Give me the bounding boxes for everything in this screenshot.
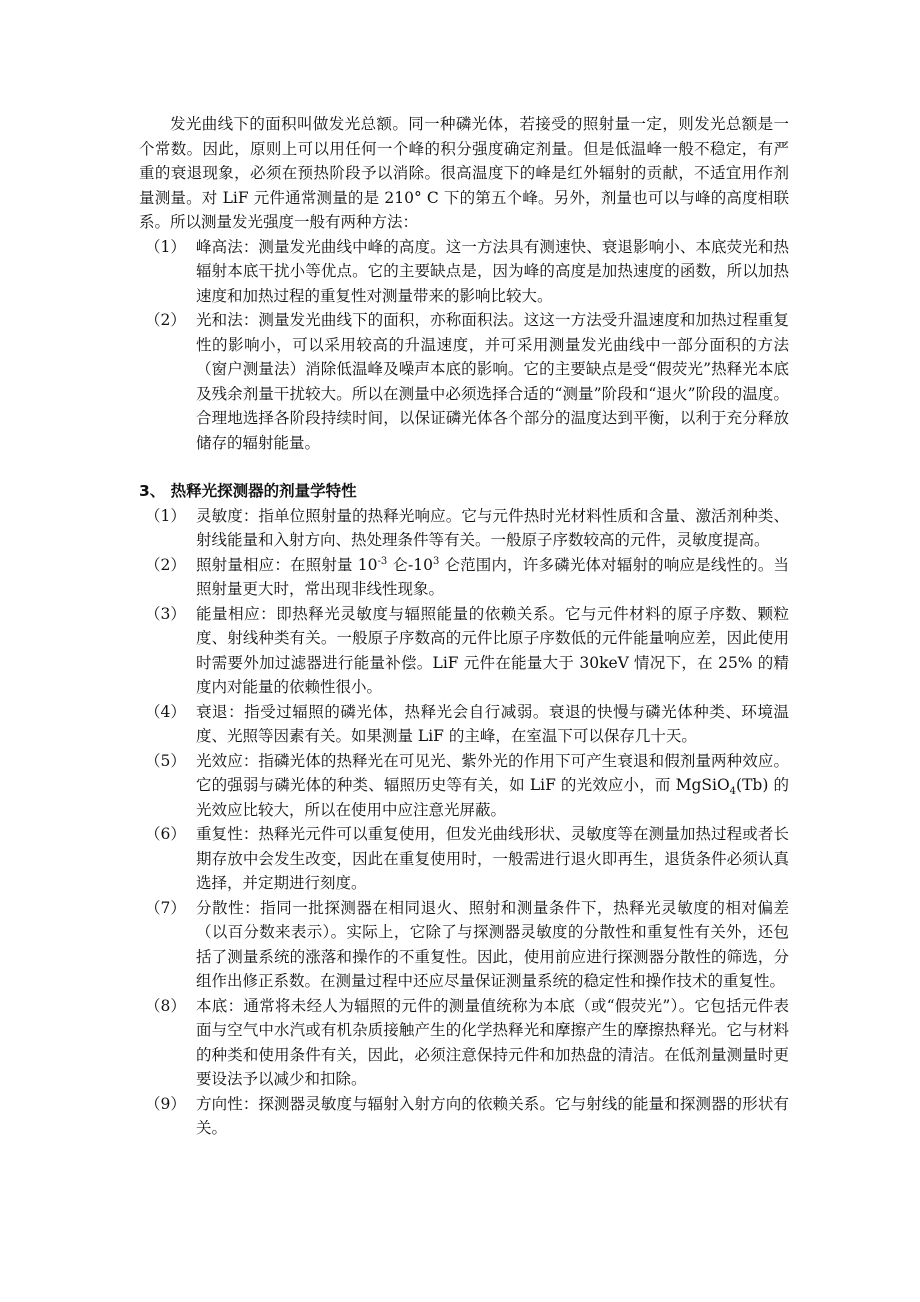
property-item-7 [139, 896, 789, 994]
item-number: （2） [145, 555, 186, 574]
item-number: （9） [145, 1094, 186, 1113]
property-item-5 [139, 749, 789, 823]
item-text: 光和法：测量发光曲线下的面积，亦称面积法。这这一方法受升温速度和加热过程重复性的影响小，可以采用较高的升温速度，并可采用测量发光曲线中一部分面积的方法（窗户测量法）消除低温峰及噪声本底的影响。它的主要缺点是受“假荧光”热释光本底及残余剂量干扰较大。所以在测量中必须选择合适的“测量”阶段和“退火”阶段的温度。合理地选择各阶段持续时间，以保证磷光体各个部分的温度达到平衡，以利于充分释放储存的辐射能量。 [196, 311, 789, 452]
item-text: 灵敏度：指单位照射量的热释光响应。它与元件热时光材料性质和含量、激活剂种类、射线能量和入射方向、热处理条件等有关。一般原子序数较高的元件，灵敏度提高。 [196, 506, 789, 549]
item-text: 照射量相应：在照射量 $10^{-3}$ 仑$-10^3$ 仑范围内，许多磷光体对辐射的响应是线性的。当照射量更大时，常出现非线性现象。 [196, 555, 790, 598]
item-number: （2） [145, 311, 186, 329]
property-item-8 [139, 994, 789, 1092]
item-text: 分散性：指同一批探测器在相同退火、照射和测量条件下，热释光灵敏度的相对偏差（以百分数来表示）。实际上，它除了与探测器灵敏度的分散性和重复性有关外，还包括了测量系统的涨落和操作的不重复性。因此，使用前应进行探测器分散性的筛选，分组作出修正系数。在测量过程中还应尽量保证测量系统的稳定性和操作技术的重复性。 [196, 898, 789, 990]
intro-paragraph: 发光曲线下的面积叫做发光总额。同一种磷光体，若接受的照射量一定，则发光总额是一个常数。因此，原则上可以用任何一个峰的积分强度确定剂量。但是低温峰一般不稳定，有严重的衰退现象，必须在预热阶段予以消除。很高温度下的峰是红外辐射的贡献，不适宜用作剂量测量。对 LiF 元件通常测量的是 210° C 下的第五个峰。另外，剂量也可以与峰的高度相联系。所以测量发光强度一般有两种方法： [139, 115, 789, 231]
item-text: 重复性：热释光元件可以重复使用，但发光曲线形状、灵敏度等在测量加热过程或者长期存放中会发生改变，因此在重复使用时，一般需进行退火即再生，退货条件必须认真选择，并定期进行刻度。 [196, 825, 789, 892]
section-heading: 3、 热释光探测器的剂量学特性 [139, 482, 357, 500]
item-number: （8） [145, 996, 186, 1015]
item-number: （1） [145, 237, 186, 256]
method-item-1 [139, 235, 789, 309]
document-page [139, 112, 789, 1141]
property-item-6 [139, 822, 789, 896]
item-number: （4） [145, 702, 186, 721]
item-text: 峰高法：测量发光曲线中峰的高度。这一方法具有测速快、衰退影响小、本底荧光和热辐射本底干扰小等优点。它的主要缺点是，因为峰的高度是加热速度的函数，所以加热速度和加热过程的重复性对测量带来的影响比较大。 [196, 237, 789, 305]
property-item-1 [139, 504, 789, 553]
item-text: 方向性：探测器灵敏度与辐射入射方向的依赖关系。它与射线的能量和探测器的形状有关。 [196, 1094, 789, 1137]
item-text: 光效应：指磷光体的热释光在可见光、紫外光的作用下可产生衰退和假剂量两种效应。它的强弱与磷光体的种类、辐照历史等有关，如 LiF 的光效应小，而 MgSiO$_4$(Tb) 的光效应比较大，所以在使用中应注意光屏蔽。 [196, 751, 789, 819]
property-item-4 [139, 700, 789, 749]
item-number: （6） [145, 825, 186, 843]
property-item-3 [139, 602, 789, 700]
property-item-9 [139, 1092, 789, 1141]
item-text: 衰退：指受过辐照的磷光体，热释光会自行减弱。衰退的快慢与磷光体种类、环境温度、光照等因素有关。如果测量 LiF 的主峰，在室温下可以保存几十天。 [196, 702, 789, 745]
item-number: （1） [145, 506, 186, 525]
item-number: （3） [145, 604, 186, 623]
item-number: （7） [145, 898, 186, 917]
property-item-2 [139, 553, 789, 602]
item-text: 本底：通常将未经人为辐照的元件的测量值统称为本底（或“假荧光”）。它包括元件表面与空气中水汽或有机杂质接触产生的化学热释光和摩擦产生的摩擦热释光。它与材料的种类和使用条件有关，因此，必须注意保持元件和加热盘的清洁。在低剂量测量时更要设法予以减少和扣除。 [196, 996, 789, 1088]
item-number: （5） [145, 751, 186, 770]
method-item-2 [139, 308, 789, 455]
item-text: 能量相应：即热释光灵敏度与辐照能量的依赖关系。它与元件材料的原子序数、颗粒度、射线种类有关。一般原子序数高的元件比原子序数低的元件能量响应差，因此使用时需要外加过滤器进行能量补偿。LiF 元件在能量大于 30keV 情况下，在 25% 的精度内对能量的依赖性很小。 [196, 604, 789, 696]
